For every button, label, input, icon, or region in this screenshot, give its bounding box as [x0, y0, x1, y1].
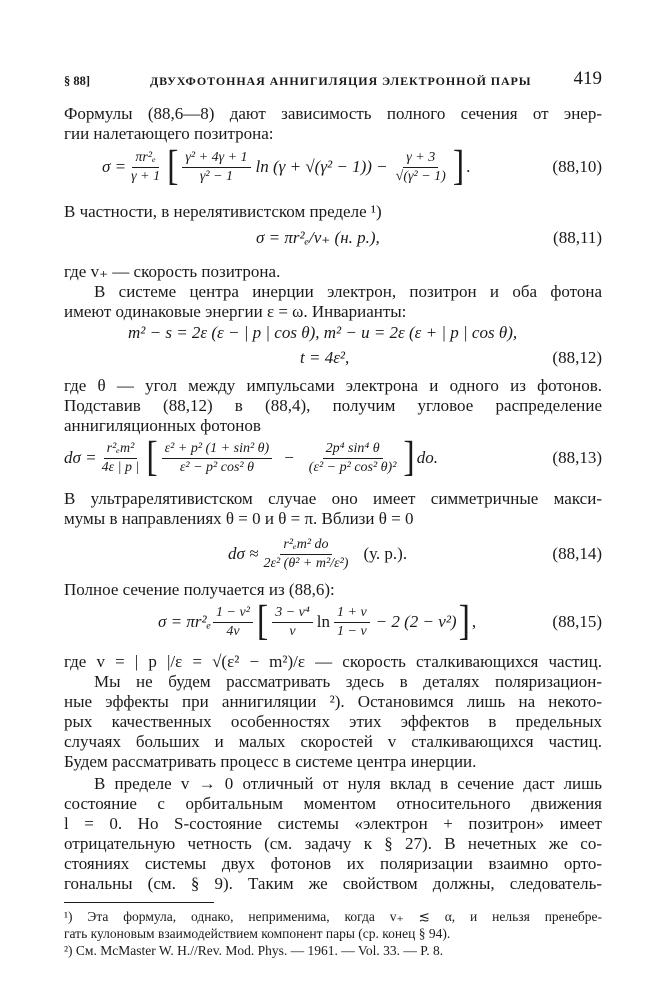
fraction	[334, 605, 370, 640]
numerator: r²ₑm²	[104, 441, 138, 459]
numerator: γ² + 4γ + 1	[182, 150, 250, 168]
text-line: где v = | p |/ε = √(ε² − m²)/ε — скорость сталкивающихся частиц.	[64, 652, 602, 671]
text-line: Будем рассматривать процесс в системе центра инерции.	[64, 752, 477, 771]
eq-lhs: σ =	[102, 157, 127, 176]
text-line: стояниях системы двух фотонов их поляризации взаимно орто-	[64, 854, 602, 873]
denominator: (ε² − p² cos² θ)²	[308, 459, 397, 475]
eq-term: ln (γ + √(γ² − 1)) −	[255, 157, 388, 176]
numerator: γ + 3	[403, 150, 438, 168]
text-line: случаях больших и малых скоростей v сталкивающихся частиц.	[64, 732, 602, 751]
running-header	[64, 70, 602, 94]
numerator: πr²ₑ	[132, 150, 158, 168]
fraction	[260, 537, 351, 572]
equation-number: (88,10)	[552, 157, 602, 176]
equation-number: (88,15)	[552, 612, 602, 631]
text-line: В ультрарелятивистском случае оно имеет симметричные макси-	[64, 489, 602, 508]
text-line: Мы не будем рассматривать здесь в деталях поляризацион-	[94, 672, 602, 691]
denominator: 4ε | p |	[101, 459, 140, 475]
fraction	[306, 441, 400, 476]
eq-ln: ln	[316, 612, 330, 631]
footnote-rule	[64, 902, 214, 903]
text-line: имеют одинаковые энергии ε = ω. Инварианты:	[64, 302, 407, 321]
numerator: 3 − v⁴	[272, 605, 313, 623]
text-line: Полное сечение получается из (88,6):	[64, 580, 335, 599]
eq-tail: .	[466, 157, 471, 176]
fraction	[213, 605, 253, 640]
text-line: состояние с орбитальным моментом относительного движения	[64, 794, 602, 813]
text-line: В системе центра инерции электрон, позитрон и оба фотона	[94, 282, 602, 301]
fraction	[99, 441, 143, 476]
equation-88-15: σ = πr²ₑ $\frac{\text{1 − v²}}{4v}$ [ $\frac{\text{3 − v⁴}}{v}$ ln $\frac{1 + v}{1 - v}$ − 2 (2 − v²) ] , (88,15)	[158, 598, 602, 645]
equation-number: (88,14)	[552, 544, 602, 563]
text-line: рых качественных особенностях этих эффектов в предельных	[64, 712, 602, 731]
header-title: ДВУХФОТОННАЯ АННИГИЛЯЦИЯ ЭЛЕКТРОННОЙ ПАРЫ	[150, 74, 532, 88]
fraction	[393, 150, 449, 185]
page-number: 419	[573, 68, 602, 89]
eq-operator: −	[284, 448, 294, 467]
eq-tail: (у. р.).	[363, 544, 408, 563]
text-line: гональны (см. § 9). Таким же свойством должны, следователь-	[64, 874, 602, 893]
fraction	[162, 441, 273, 476]
eq-term: − 2 (2 − v²)	[375, 612, 457, 631]
footnote-line: ²) См. McMaster W. H.//Rev. Mod. Phys. — 1961. — Vol. 33. — P. 8.	[64, 943, 444, 958]
numerator: ε² + p² (1 + sin² θ)	[162, 441, 273, 459]
fraction	[128, 150, 163, 185]
equation-88-13: dσ = $\frac{\text{r²ₑm²}}{4\varepsilon | p |}$ [ $\frac{\text{ε² + p² (1 + sin² θ)}}{\text{ε² − p² cos² θ}}$ − $\frac{\text{2p⁴ sin⁴ θ}}{\text{(ε² − p² cos² θ)²}}$ ] do. (88,13)	[64, 434, 602, 481]
text-line: аннигиляционных фотонов	[64, 416, 261, 435]
numerator: 1 + v	[334, 605, 370, 623]
numerator: r²ₑm² do	[280, 537, 331, 555]
text-line: мумы в направлениях θ = 0 и θ = π. Вблизи θ = 0	[64, 509, 414, 528]
text-line: Подставив (88,12) в (88,4), получим угловое распределение	[64, 396, 602, 415]
eq-end: ,	[471, 612, 477, 631]
fraction	[272, 605, 313, 640]
equation-88-10: σ = $\frac{\text{πr²ₑ}}{\gamma + 1}$ [ $\frac{\text{γ² + 4γ + 1}}{\text{γ² − 1}}$ ln (γ + √(γ² − 1)) − $\frac{\gamma + 3}{\text{√(γ² − 1)}}$ ] . (88,10)	[102, 143, 602, 190]
text-line: l = 0. Но S-состояние системы «электрон + позитрон» имеет	[64, 814, 602, 833]
eq-content: t = 4ε²,	[300, 348, 350, 367]
text-line: В частности, в нерелятивистском пределе ¹)	[64, 202, 382, 221]
denominator: ε² − p² cos² θ	[179, 459, 254, 475]
denominator: γ² − 1	[199, 168, 234, 184]
equation-number: (88,12)	[552, 348, 602, 367]
denominator: v	[289, 623, 296, 639]
equation-number: (88,11)	[553, 228, 602, 247]
equation-88-14	[64, 532, 602, 576]
eq-lhs: dσ ≈	[228, 544, 259, 563]
fraction	[182, 150, 250, 185]
denominator: 1 − v	[337, 623, 367, 639]
denominator: 2ε² (θ² + m²/ε²)	[263, 555, 349, 571]
text-line: где v₊ — скорость позитрона.	[64, 262, 281, 281]
denominator: √(γ² − 1)	[395, 168, 446, 184]
footnote-line: ¹) Эта формула, однако, неприменима, когда v₊ ≲ α, и нельзя пренебре-	[64, 909, 602, 924]
header-section: § 88]	[64, 74, 91, 88]
equation-number: (88,13)	[552, 448, 602, 467]
numerator: 2p⁴ sin⁴ θ	[323, 441, 383, 459]
footnote-line: гать кулоновым взаимодействием компонент пары (ср. конец § 94).	[64, 926, 451, 941]
text-line: где θ — угол между импульсами электрона и одного из фотонов.	[64, 376, 602, 395]
eq-lhs: dσ =	[64, 448, 97, 467]
eq-content: σ = πr²ₑ/v₊ (н. р.),	[256, 228, 380, 247]
text-line: В пределе v → 0 отличный от нуля вклад в сечение даст лишь	[94, 774, 602, 793]
eq-lhs: σ = πr²ₑ	[158, 612, 212, 631]
text-line: гии налетающего позитрона:	[64, 124, 274, 143]
denominator: 4v	[226, 623, 240, 639]
text-line: Формулы (88,6—8) дают зависимость полного сечения от энер-	[64, 104, 602, 123]
text-line: отрицательную четность (см. задачу к § 27). В нечетных же со-	[64, 834, 602, 853]
eq-content: m² − s = 2ε (ε − | p | cos θ), m² − u = 2ε (ε + | p | cos θ),	[128, 323, 518, 342]
eq-tail: do.	[416, 448, 438, 467]
denominator: γ + 1	[131, 168, 161, 184]
numerator: 1 − v²	[213, 605, 253, 623]
text-line: ные эффекты при аннигиляции ²). Остановимся лишь на некото-	[64, 692, 602, 711]
